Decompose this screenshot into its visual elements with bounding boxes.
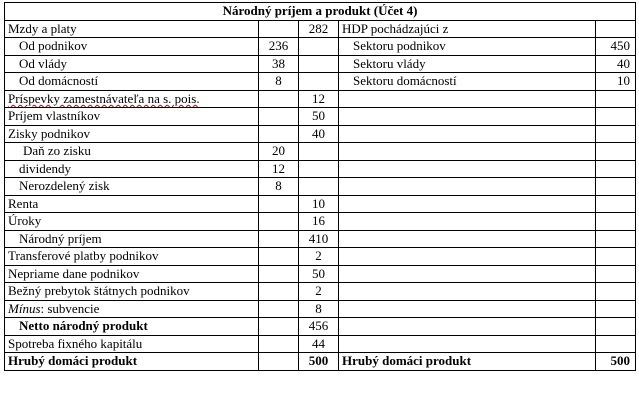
row-label: Zisky podnikov: [5, 125, 259, 143]
sub-value: [259, 265, 299, 283]
right-empty: [339, 318, 596, 336]
table-row: [5, 318, 636, 336]
right-empty: [339, 160, 596, 178]
table-row: [5, 55, 636, 73]
sub-value: [259, 300, 299, 318]
table-row: [5, 248, 636, 266]
right-empty: [339, 283, 596, 301]
main-value: 40: [299, 125, 339, 143]
sub-value: [259, 248, 299, 266]
right-empty: [339, 125, 596, 143]
row-label: Bežný prebytok štátnych podnikov: [5, 283, 259, 301]
main-value: [299, 160, 339, 178]
table-row: [5, 108, 636, 126]
row-label: [5, 90, 259, 108]
table-row: [5, 335, 636, 353]
minus-label-rest: : subvencie: [40, 300, 100, 316]
sub-value: 38: [259, 55, 299, 73]
row-label: Mzdy a platy: [5, 20, 259, 38]
row-label: Od podnikov: [5, 38, 259, 56]
table-row: [5, 283, 636, 301]
right-empty: [596, 335, 636, 353]
right-empty: [596, 300, 636, 318]
right-value: 40: [596, 55, 636, 73]
table-row: [5, 143, 636, 161]
right-value: [596, 20, 636, 38]
main-value: 456: [299, 318, 339, 336]
right-empty: [596, 283, 636, 301]
right-empty: [596, 125, 636, 143]
sub-value: 8: [259, 73, 299, 91]
right-empty: [596, 318, 636, 336]
main-value: [299, 143, 339, 161]
table-row: [5, 160, 636, 178]
row-label: [5, 300, 259, 318]
table-row: [5, 90, 636, 108]
table-row: [5, 353, 636, 371]
row-label: Daň zo zisku: [5, 143, 259, 161]
right-empty: [339, 213, 596, 231]
main-value: 16: [299, 213, 339, 231]
sub-value: [259, 213, 299, 231]
table-title: Národný príjem a produkt (Účet 4): [5, 3, 636, 21]
main-value: 10: [299, 195, 339, 213]
right-empty: [596, 230, 636, 248]
sub-value: [259, 230, 299, 248]
right-empty: [596, 213, 636, 231]
main-value: 500: [299, 353, 339, 371]
sub-value: [259, 125, 299, 143]
right-empty: [339, 143, 596, 161]
table-row: [5, 178, 636, 196]
row-label: dividendy: [5, 160, 259, 178]
right-empty: [339, 265, 596, 283]
right-empty: [596, 160, 636, 178]
right-empty: [596, 248, 636, 266]
row-label: Od domácností: [5, 73, 259, 91]
row-label: Transferové platby podnikov: [5, 248, 259, 266]
sub-value: 236: [259, 38, 299, 56]
row-label: Spotreba fixného kapitálu: [5, 335, 259, 353]
right-empty: [339, 300, 596, 318]
table-row: [5, 38, 636, 56]
sub-value: [259, 195, 299, 213]
right-empty: [339, 90, 596, 108]
sub-value: [259, 20, 299, 38]
right-empty: [339, 178, 596, 196]
right-label: Sektoru vlády: [339, 55, 596, 73]
main-value: 2: [299, 248, 339, 266]
main-value: [299, 73, 339, 91]
right-value: 500: [596, 353, 636, 371]
row-label: Od vlády: [5, 55, 259, 73]
row-label: Hrubý domáci produkt: [5, 353, 259, 371]
right-value: 10: [596, 73, 636, 91]
row-label: Národný príjem: [5, 230, 259, 248]
right-empty: [596, 90, 636, 108]
main-value: 12: [299, 90, 339, 108]
right-empty: [596, 195, 636, 213]
main-value: 50: [299, 108, 339, 126]
table-row: [5, 125, 636, 143]
right-value: 450: [596, 38, 636, 56]
sub-value: [259, 335, 299, 353]
row-label: Netto národný produkt: [5, 318, 259, 336]
sub-value: [259, 318, 299, 336]
right-label: Sektoru podnikov: [339, 38, 596, 56]
sub-value: [259, 353, 299, 371]
main-value: [299, 55, 339, 73]
right-label: Hrubý domáci produkt: [339, 353, 596, 371]
table-row: [5, 300, 636, 318]
minus-label: Mínus: [8, 300, 41, 316]
national-income-table: [4, 2, 636, 371]
right-label: HDP pochádzajúci z: [339, 20, 596, 38]
sub-value: 8: [259, 178, 299, 196]
sub-value: 20: [259, 143, 299, 161]
sub-value: 12: [259, 160, 299, 178]
right-empty: [339, 335, 596, 353]
table-row: [5, 73, 636, 91]
table-row: [5, 195, 636, 213]
main-value: 8: [299, 300, 339, 318]
sub-value: [259, 90, 299, 108]
main-value: 410: [299, 230, 339, 248]
main-value: 50: [299, 265, 339, 283]
right-empty: [339, 230, 596, 248]
row-label: Nerozdelený zisk: [5, 178, 259, 196]
right-empty: [596, 265, 636, 283]
main-value: 2: [299, 283, 339, 301]
row-label-text: Príspevky zamestnávateľa na s. pois.: [8, 90, 200, 106]
row-label: Úroky: [5, 213, 259, 231]
right-empty: [339, 248, 596, 266]
row-label: Renta: [5, 195, 259, 213]
row-label: Nepriame dane podnikov: [5, 265, 259, 283]
right-empty: [596, 178, 636, 196]
sub-value: [259, 108, 299, 126]
right-empty: [596, 108, 636, 126]
sub-value: [259, 283, 299, 301]
table-row: [5, 20, 636, 38]
main-value: 44: [299, 335, 339, 353]
table-row: [5, 265, 636, 283]
row-label: Príjem vlastníkov: [5, 108, 259, 126]
main-value: [299, 178, 339, 196]
title-row: [5, 3, 636, 21]
right-empty: [596, 143, 636, 161]
main-value: 282: [299, 20, 339, 38]
right-empty: [339, 195, 596, 213]
right-empty: [339, 108, 596, 126]
table-row: [5, 213, 636, 231]
right-label: Sektoru domácností: [339, 73, 596, 91]
table-row: [5, 230, 636, 248]
main-value: [299, 38, 339, 56]
